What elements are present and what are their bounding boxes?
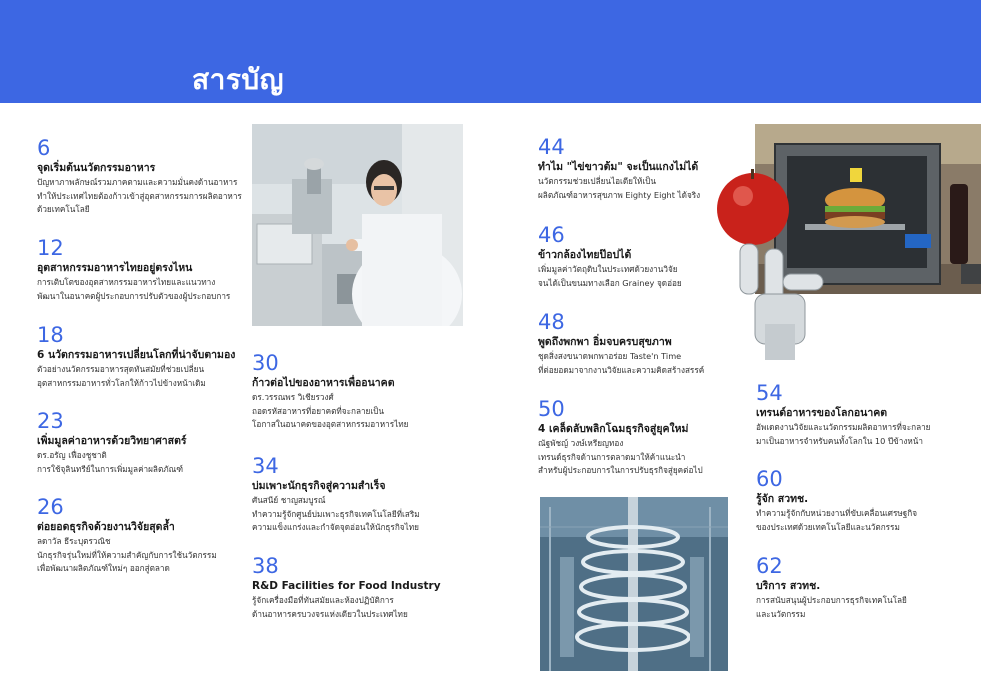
page-number: 23: [37, 409, 64, 433]
entry-title: ก้าวต่อไปของอาหารเพื่ออนาคต: [252, 377, 395, 389]
page-number: 48: [538, 310, 565, 334]
entry-description: การสนับสนุนผู้ประกอบการธุรกิจเทคโนโลยี และนวัตกรรม: [756, 595, 907, 619]
entry-description: นวัตกรรมช่วยเปลี่ยนไอเดียให้เป็น ผลิตภัณฑ์อาหารสุขภาพ Eighty Eight ได้จริง: [538, 176, 701, 200]
entry-title: ต่อยอดธุรกิจด้วยงานวิจัยสุดล้ำ: [37, 521, 175, 533]
entry-title: เพิ่มมูลค่าอาหารด้วยวิทยาศาสตร์: [37, 435, 187, 447]
entry-description: ณัฐพัชญ์ วงษ์เหรียญทอง เทรนด์ธุรกิจด้านการตลาดมาให้ค้าแนะนำ สำหรับผู้ประกอบการในการปรับธุรกิจสู่ยุคต่อไป: [538, 438, 703, 475]
page-number: 34: [252, 454, 279, 478]
page-number: 50: [538, 397, 565, 421]
toc-entry[interactable]: [37, 410, 262, 476]
entry-description: อัพเดตงานวิจัยและนวัตกรรมผลิตอาหารที่จะกลาย มาเป็นอาหารจำหรับคนทั้งโลกใน 10 ปีข้างหน้า: [756, 422, 931, 446]
toc-entry[interactable]: [756, 555, 981, 621]
entry-title: อุตสาหกรรมอาหารไทยอยู่ตรงไหน: [37, 262, 193, 274]
page-number: 44: [538, 135, 565, 159]
page-number: 26: [37, 495, 64, 519]
spiral-conveyor-photo: [540, 497, 728, 671]
page-number: 62: [756, 554, 783, 578]
toc-entry[interactable]: [252, 455, 477, 535]
page-number: 54: [756, 381, 783, 405]
entry-description: ศันสนีย์ ชาญสมบูรณ์ ทำความรู้จักศูนย์บ่มเพาะธุรกิจเทคโนโลยีที่เสริม ความแข็งแกร่งและกำจัดจุดอ่อนให้นักธุรกิจไทย: [252, 495, 420, 532]
toc-entry[interactable]: [37, 237, 262, 303]
entry-title: R&D Facilities for Food Industry: [252, 580, 441, 592]
entry-title: พูดถึงพกพา อิ่มจบครบสุขภาพ: [538, 336, 672, 348]
entry-title: เทรนด์อาหารของโลกอนาคต: [756, 407, 888, 419]
entry-description: ชุดสิ่งสงขนาดพกพาอร่อย Taste'n Time ที่ต่อยอดมาจากงานวิจัยและความคิดสร้างสรรค์: [538, 351, 705, 375]
page-number: 30: [252, 351, 279, 375]
page-number: 60: [756, 467, 783, 491]
toc-entry[interactable]: [756, 468, 981, 534]
toc-entry[interactable]: [252, 555, 477, 621]
toc-entry[interactable]: [538, 311, 763, 377]
entry-title: ทำไม "ไข่ขาวต้ม" จะเป็นแกงไม่ได้: [538, 161, 699, 173]
toc-entry[interactable]: [37, 324, 262, 390]
entry-description: ตัวอย่างนวัตกรรมอาหารสุดทันสมัยที่ช่วยเปลี่ยน อุตสาหกรรมอาหารทั่วโลกให้ก้าวไปข้างหน้าเดิม: [37, 364, 206, 388]
toc-entry[interactable]: [37, 137, 262, 217]
entry-description: ดร.อรัญ เฟื่องชูชาติ การใช้จุลินทรีย์ในการเพิ่มมูลค่าผลิตภัณฑ์: [37, 450, 184, 474]
entry-description: การเติบโตของอุตสาหกรรมอาหารไทยและแนวทาง พัฒนาในอนาคตผู้ประกอบการปรับตัวของผู้ประกอบการ: [37, 277, 231, 301]
entry-description: ดร.วรรณพร วิเชียรวงศ์ ถอดรหัสอาหารที่อยาคตที่จะกลายเป็น โอกาสในอนาคตของอุตสาหกรรมอาหารไทย: [252, 392, 409, 429]
toc-entry[interactable]: [538, 224, 763, 290]
page-number: 6: [37, 136, 51, 160]
header-banner: [0, 0, 981, 103]
toc-entry[interactable]: [538, 398, 763, 478]
page-number: 46: [538, 223, 565, 247]
entry-title: 4 เคล็ดลับพลิกโฉมธุรกิจสู่ยุคใหม่: [538, 423, 689, 435]
toc-entry[interactable]: [756, 382, 981, 448]
entry-title: บ่มเพาะนักธุรกิจสู่ความสำเร็จ: [252, 480, 386, 492]
page-number: 38: [252, 554, 279, 578]
toc-entry[interactable]: [37, 496, 262, 576]
toc-entry[interactable]: [538, 136, 763, 202]
toc-entry[interactable]: [252, 352, 477, 432]
entry-title: รู้จัก สวทช.: [756, 493, 809, 505]
entry-description: ลดาวัล ธีระบุตรวณิช นักธุรกิจรุ่นใหม่ที่ให้ความสำคัญกับการใช้นวัตกรรม เพื่อพัฒนาผลิตภัณฑ์ใหม่ๆ ออกสู่ตลาด: [37, 536, 217, 573]
page-title: สารบัญ: [192, 63, 284, 96]
entry-description: รู้จักเครื่องมือที่ทันสมัยและห้องปฏิบัติการ ด้านอาหารครบวงจรแห่งเดียวในประเทศไทย: [252, 595, 408, 619]
entry-description: ปัญหาภาพลักษณ์รวมภาคตามและความมั่นคงด้านอาหาร ทำให้ประเทศไทยต้องก้าวเข้าสู่อุตสาหกรรมการผลิตอาหาร ด้วยเทคโนโลยี: [37, 177, 242, 214]
entry-title: 6 นวัตกรรมอาหารเปลี่ยนโลกที่น่าจับตามอง: [37, 349, 236, 361]
page-number: 18: [37, 323, 64, 347]
entry-description: ทำความรู้จักกับหน่วยงานที่ขับเคลื่อนเศรษฐกิจ ของประเทศด้วยเทคโนโลยีและนวัตกรรม: [756, 508, 918, 532]
entry-title: จุดเริ่มต้นนวัตกรรมอาหาร: [37, 162, 156, 174]
page-number: 12: [37, 236, 64, 260]
lab-scientist-photo: [252, 124, 463, 326]
entry-title: ข้าวกล้องไทยป๊อปได้: [538, 249, 632, 261]
entry-title: บริการ สวทช.: [756, 580, 821, 592]
entry-description: เพิ่มมูลค่าวัตถุดิบในประเทศด้วยงานวิจัย จนได้เป็นขนมทางเลือก Grainey จุดอ่อย: [538, 264, 682, 288]
